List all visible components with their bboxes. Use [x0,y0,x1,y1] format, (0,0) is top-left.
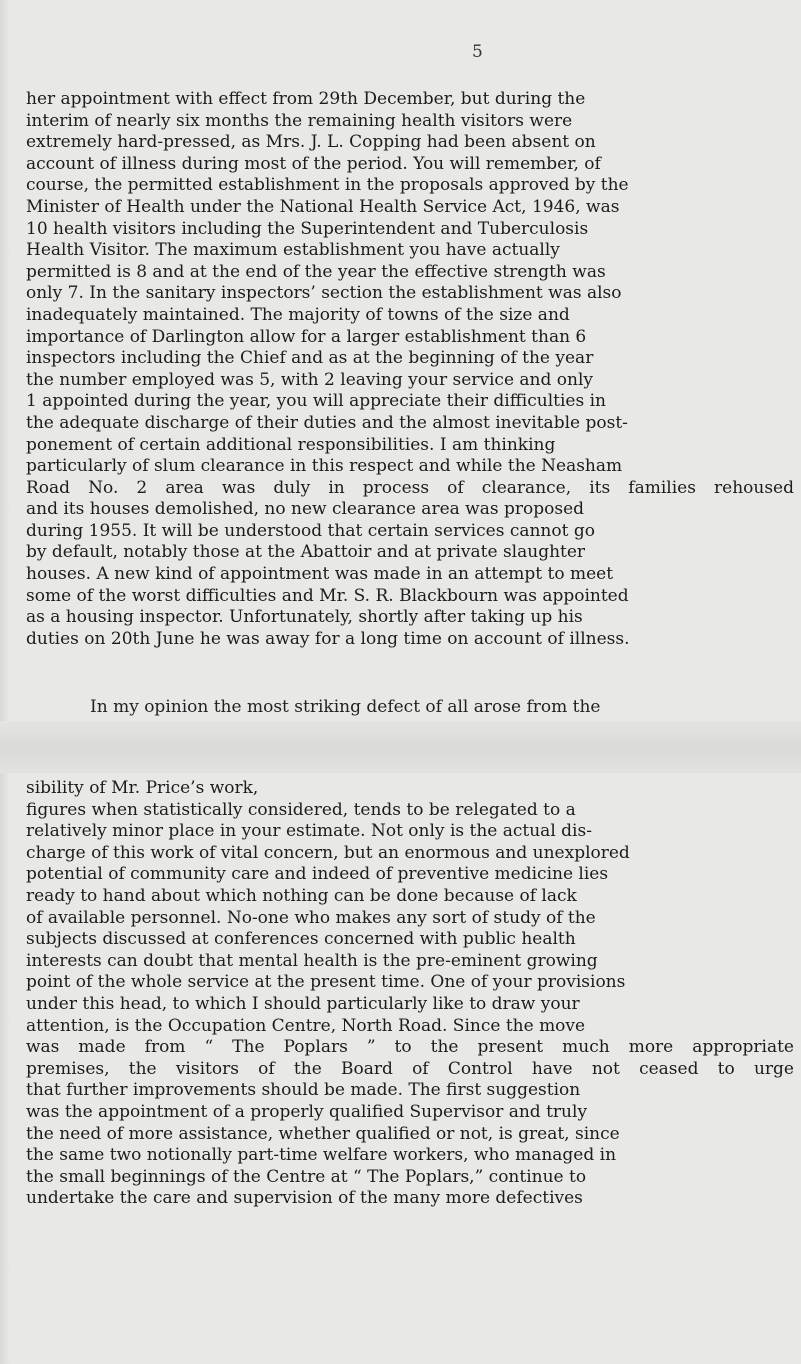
text-line: the adequate discharge of their duties and the almost inevitable post- [26,412,628,433]
text-line: of available personnel. No-one who makes any sort of study of the [26,907,596,928]
text-line: the need of more assistance, whether qualified or not, is great, since [26,1123,620,1144]
text-line: 10 health visitors including the Superintendent and Tuberculosis [26,218,589,239]
text-line: permitted is 8 and at the end of the year the effective strength was [26,261,606,282]
text-line: relatively minor place in your estimate. Not only is the actual dis- [26,821,592,842]
text-line: ready to hand about which nothing can be done because of lack [26,885,577,906]
page-fold [0,721,801,773]
text-line: particularly of slum clearance in this respect and while the Neasham [26,456,623,477]
text-line: extremely hard-pressed, as Mrs. J. L. Copping had been absent on [26,132,596,153]
text-line: point of the whole service at the present time. One of your provisions [26,972,626,993]
text-line: importance of Darlington allow for a larger establishment than 6 [26,326,587,347]
text-line: figures when statistically considered, tends to be relegated to a [26,799,576,820]
text-line: course, the permitted establishment in the proposals approved by the [26,175,629,196]
text-line: interim of nearly six months the remaining health visitors were [26,110,573,131]
text-line: 1 appointed during the year, you will appreciate their difficulties in [26,391,606,412]
lower-paragraph [26,778,794,1210]
text-line: and its houses demolished, no new clearance area was proposed [26,499,585,520]
text-line: her appointment with effect from 29th December, but during the [26,89,586,109]
text-line: attention, is the Occupation Centre, North Road. Since the move [26,1015,586,1036]
text-line: Minister of Health under the National Health Service Act, 1946, was [26,196,620,217]
text-line: the same two notionally part-time welfare workers, who managed in [26,1145,617,1166]
text-line: potential of community care and indeed of preventive medicine lies [26,864,609,885]
upper-paragraph [26,89,794,650]
text-line: undertake the care and supervision of the many more defectives [26,1188,583,1209]
text-line: inadequately maintained. The majority of towns of the size and [26,304,570,325]
text-line: interests can doubt that mental health is the pre-eminent growing [26,950,598,971]
text-line: inspectors including the Chief and as at the beginning of the year [26,348,594,369]
partial-line: In my opinion the most striking defect of all arose from the [90,697,601,717]
text-line: under this head, to which I should particularly like to draw your [26,993,580,1014]
text-line: the small beginnings of the Centre at “ The Poplars,” continue to [26,1166,587,1187]
text-line: premises, the visitors of the Board of Control have not ceased to urge [26,1058,794,1079]
text-line: was the appointment of a properly qualified Supervisor and truly [26,1101,588,1122]
page-left-edge [0,0,10,1364]
text-line: by default, notably those at the Abattoir and at private slaughter [26,542,586,563]
text-line: ponement of certain additional responsibilities. I am thinking [26,434,556,455]
text-line: subjects discussed at conferences concerned with public health [26,929,576,950]
text-line: the number employed was 5, with 2 leaving your service and only [26,369,594,390]
text-line: charge of this work of vital concern, but an enormous and unexplored [26,842,630,863]
text-line: during 1955. It will be understood that certain services cannot go [26,520,595,541]
text-line: sibility of Mr. Price’s work, [26,778,259,798]
text-line: Road No. 2 area was duly in process of clearance, its families rehoused [26,477,794,498]
text-line: some of the worst difficulties and Mr. S. R. Blackbourn was appointed [26,585,629,606]
text-line: duties on 20th June he was away for a long time on account of illness. [26,628,630,649]
text-line: account of illness during most of the period. You will remember, of [26,153,601,174]
text-line: houses. A new kind of appointment was made in an attempt to meet [26,564,614,585]
page-number: 5 [472,42,483,62]
text-line: that further improvements should be made. The first suggestion [26,1080,581,1101]
text-line: only 7. In the sanitary inspectors’ section the establishment was also [26,283,622,304]
text-line: was made from “ The Poplars ” to the present much more appropriate [26,1037,794,1058]
text-line: as a housing inspector. Unfortunately, shortly after taking up his [26,607,583,628]
text-line: Health Visitor. The maximum establishment you have actually [26,240,560,261]
